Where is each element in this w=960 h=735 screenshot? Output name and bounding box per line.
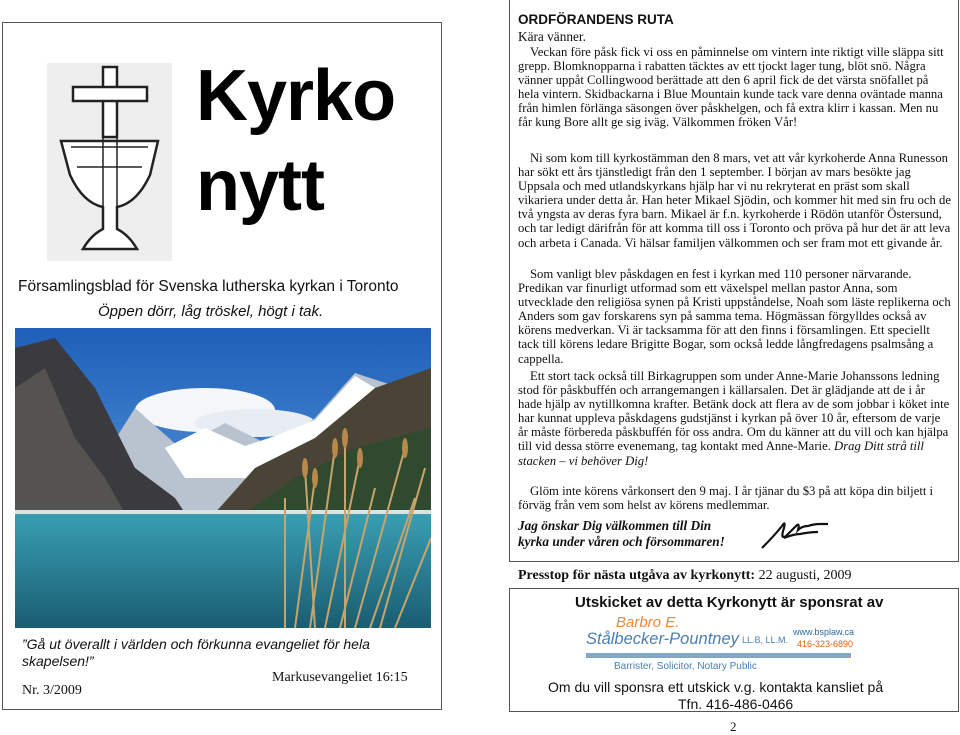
chair-paragraph-4-text: Ett stort tack också till Birkagruppen som under Anne-Marie Johanssons ledning stod för påskbuffén och arrangemangen i källarsalen. Det är glädjande att de i år hade hjälp av nytillkomna krafter. Betänk dock att flera av de som jobbar i köket inte har kunnat uppleva påskdagens gudstjänst i kyrkan på över 10 år, eftersom de varje år måste förbereda påskbuffén för oss andra. Om du känner att du vill och kan hjälpa till vid dessa större evenemang, tag kontakt med Anne-Marie. <box>518 369 950 454</box>
chair-closing-line2: kyrka under våren och försommaren! <box>518 534 725 549</box>
masthead-motto: Öppen dörr, låg tröskel, högt i tak. <box>98 303 324 320</box>
chair-closing <box>518 518 725 550</box>
issue-number: Nr. 3/2009 <box>22 683 82 698</box>
sponsor-name-line2: Stålbecker-Pountney <box>586 630 739 648</box>
page-number: 2 <box>730 719 737 734</box>
sponsor-name-line1: Barbro E. <box>616 614 680 631</box>
lake-mountain-photo <box>15 328 431 628</box>
signature-icon <box>760 518 830 552</box>
sponsor-request: Om du vill sponsra ett utskick v.g. kontakta kansliet på <box>548 679 884 695</box>
chair-paragraph-1: Veckan före påsk fick vi oss en påminnelse om vintern inte riktigt ville släppa sitt grepp. Blomknopparna i rabatten täcktes av ett tjockt lager tung, blöt snö. Några vänner uppåt Collingwood berättade att den 6 april fick de det värsta snöfallet på hela vintern. Skidbackarna i Blue Mountain kunde tack vare denna oväntade manna från himlen förlänga säsongen över påskhelgen, och få extra klirr i kassan. Men nu får kung Bore allt ge sig iväg. Välkommen fröken Vår! <box>518 45 944 130</box>
sponsor-heading: Utskicket av detta Kyrkonytt är sponsrat av <box>575 594 884 611</box>
sponsor-contact-phone: Tfn. 416-486-0466 <box>678 696 794 712</box>
chair-closing-line1: Jag önskar Dig välkommen till Din <box>518 518 712 533</box>
sponsor-divider-accent <box>586 657 851 658</box>
chair-paragraph-4 <box>518 369 952 468</box>
chair-paragraph-5: Glöm inte körens vårkonsert den 9 maj. I år tjänar du $3 på att köpa din biljett i förväg från vem som helst av körens medlemmar. <box>518 484 934 513</box>
cross-chalice-icon <box>47 63 172 261</box>
presstop-date: 22 augusti, 2009 <box>758 568 852 583</box>
sponsor-website[interactable]: www.bsplaw.ca <box>793 627 855 637</box>
sponsor-credentials: LL.B, LL.M. <box>742 635 789 645</box>
chair-paragraph-2: Ni som kom till kyrkostämman den 8 mars, vet att vår kyrkoherde Anna Runesson har sökt ett års tjänstledigt från den 1 september. I början av mars besökte jag Uppsala och med utlandskyrkans hjälp har vi nu rekryterat en präst som skall vikariera under detta år. Han heter Mikael Sjödin, och kommer hit med sin fru och de två yngsta av deras fyra barn. Mikael är f.n. kyrkoherde i Rödön utanför Östersund, och tar ledigt därifrån för att komma till oss i Toronto och pröva på hur det är att leva och arbeta i Canada. Vi hälsar familjen välkommen och ser fram mot ett givande år. <box>518 151 952 250</box>
masthead-title-line2: nytt <box>196 146 324 226</box>
chair-paragraph-3: Som vanligt blev påskdagen en fest i kyrkan med 110 personer närvarande. Predikan var finurligt utformad som ett växelspel mellan pastor Anna, som utvecklade den religiösa synen på Kristi uppståndelse, Noah som läste replikerna och Anders som gav forskarens syn på samma tema. Högmässan förgylldes också av körens medverkan. Vi är tacksamma för att den finns i församlingen. Ett speciellt tack till körens ledare Brigitte Bogar, som också ledde långfredagens psalmsång a cappella. <box>518 267 951 366</box>
masthead-title-line1: Kyrko <box>196 56 396 136</box>
presstop-line <box>518 568 852 584</box>
sponsor-tagline: Barrister, Solicitor, Notary Public <box>614 661 757 672</box>
sponsor-phone: 416-323-6890 <box>797 639 854 649</box>
masthead-subtitle: Församlingsblad för Svenska lutherska kyrkan i Toronto <box>18 278 399 295</box>
chair-column-heading: ORDFÖRANDENS RUTA <box>518 12 674 27</box>
chair-column-greeting: Kära vänner. <box>518 29 586 44</box>
bible-quote: ”Gå ut överallt i världen och förkunna evangeliet för hela skapelsen!” <box>22 636 370 669</box>
call-to-action: Drag Ditt strå till stacken – vi behöver Dig! <box>518 439 924 468</box>
bible-quote-reference: Markusevangeliet 16:15 <box>272 670 408 685</box>
presstop-label: Presstop för nästa utgåva av kyrkonytt: <box>518 568 756 583</box>
